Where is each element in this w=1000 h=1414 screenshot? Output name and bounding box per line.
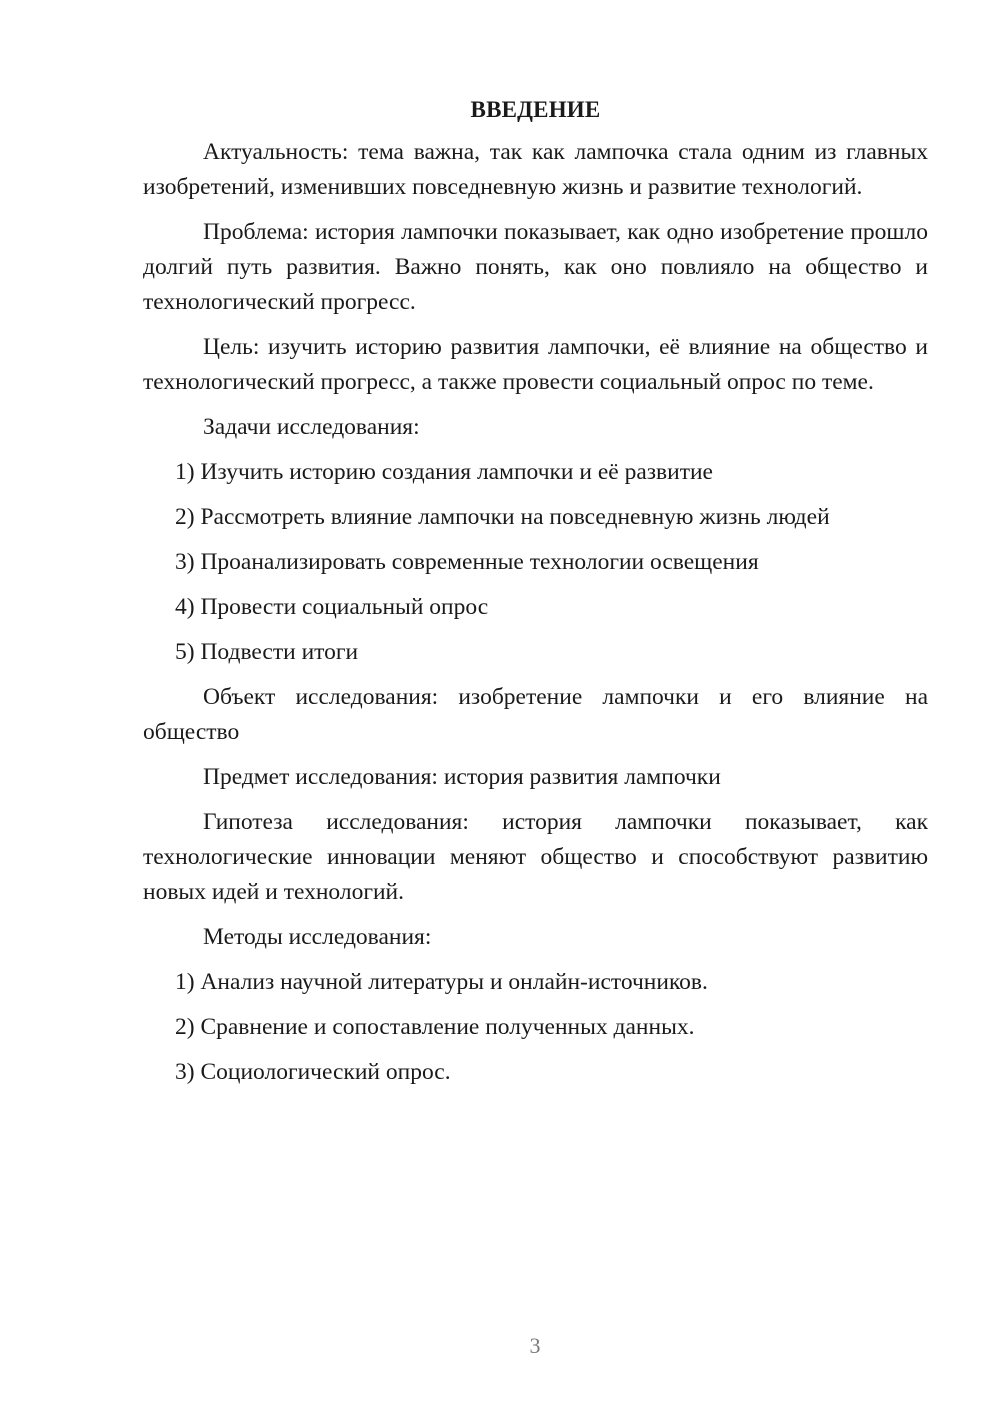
- list-item: 3) Социологический опрос.: [175, 1059, 451, 1085]
- list-item: 1) Изучить историю создания лампочки и её развитие: [175, 459, 713, 485]
- hypothesis-paragraph: Гипотеза исследования: история лампочки показывает, как технологические инновации меняют общество и способствуют развитию новых идей и технологий.: [143, 809, 928, 905]
- page-number: 3: [529, 1333, 541, 1358]
- list-item: 1) Анализ научной литературы и онлайн-источников.: [175, 969, 708, 995]
- list-item: 2) Рассмотреть влияние лампочки на повседневную жизнь людей: [175, 504, 830, 530]
- list-item: 4) Провести социальный опрос: [175, 594, 489, 620]
- list-item: 2) Сравнение и сопоставление полученных данных.: [175, 1014, 695, 1040]
- document-body: [143, 92, 928, 1100]
- methods-heading: Методы исследования:: [203, 924, 432, 950]
- problem-paragraph: Проблема: история лампочки показывает, как одно изобретение прошло долгий путь развития. Важно понять, как оно повлияло на общество и технологический прогресс.: [143, 219, 928, 315]
- tasks-list: [143, 455, 928, 670]
- relevance-paragraph: Актуальность: тема важна, так как лампочка стала одним из главных изобретений, изменивших повседневную жизнь и развитие технологий.: [143, 139, 928, 200]
- object-paragraph: Объект исследования: изобретение лампочки и его влияние на общество: [143, 684, 928, 745]
- subject-paragraph: Предмет исследования: история развития лампочки: [203, 764, 721, 790]
- list-item: 5) Подвести итоги: [175, 639, 359, 665]
- goal-paragraph: Цель: изучить историю развития лампочки, её влияние на общество и технологический прогресс, а также провести социальный опрос по теме.: [143, 334, 928, 395]
- section-title: ВВЕДЕНИЕ: [470, 97, 601, 122]
- methods-list: [143, 965, 928, 1090]
- tasks-heading: Задачи исследования:: [203, 414, 420, 440]
- list-item: 3) Проанализировать современные технологии освещения: [175, 549, 759, 575]
